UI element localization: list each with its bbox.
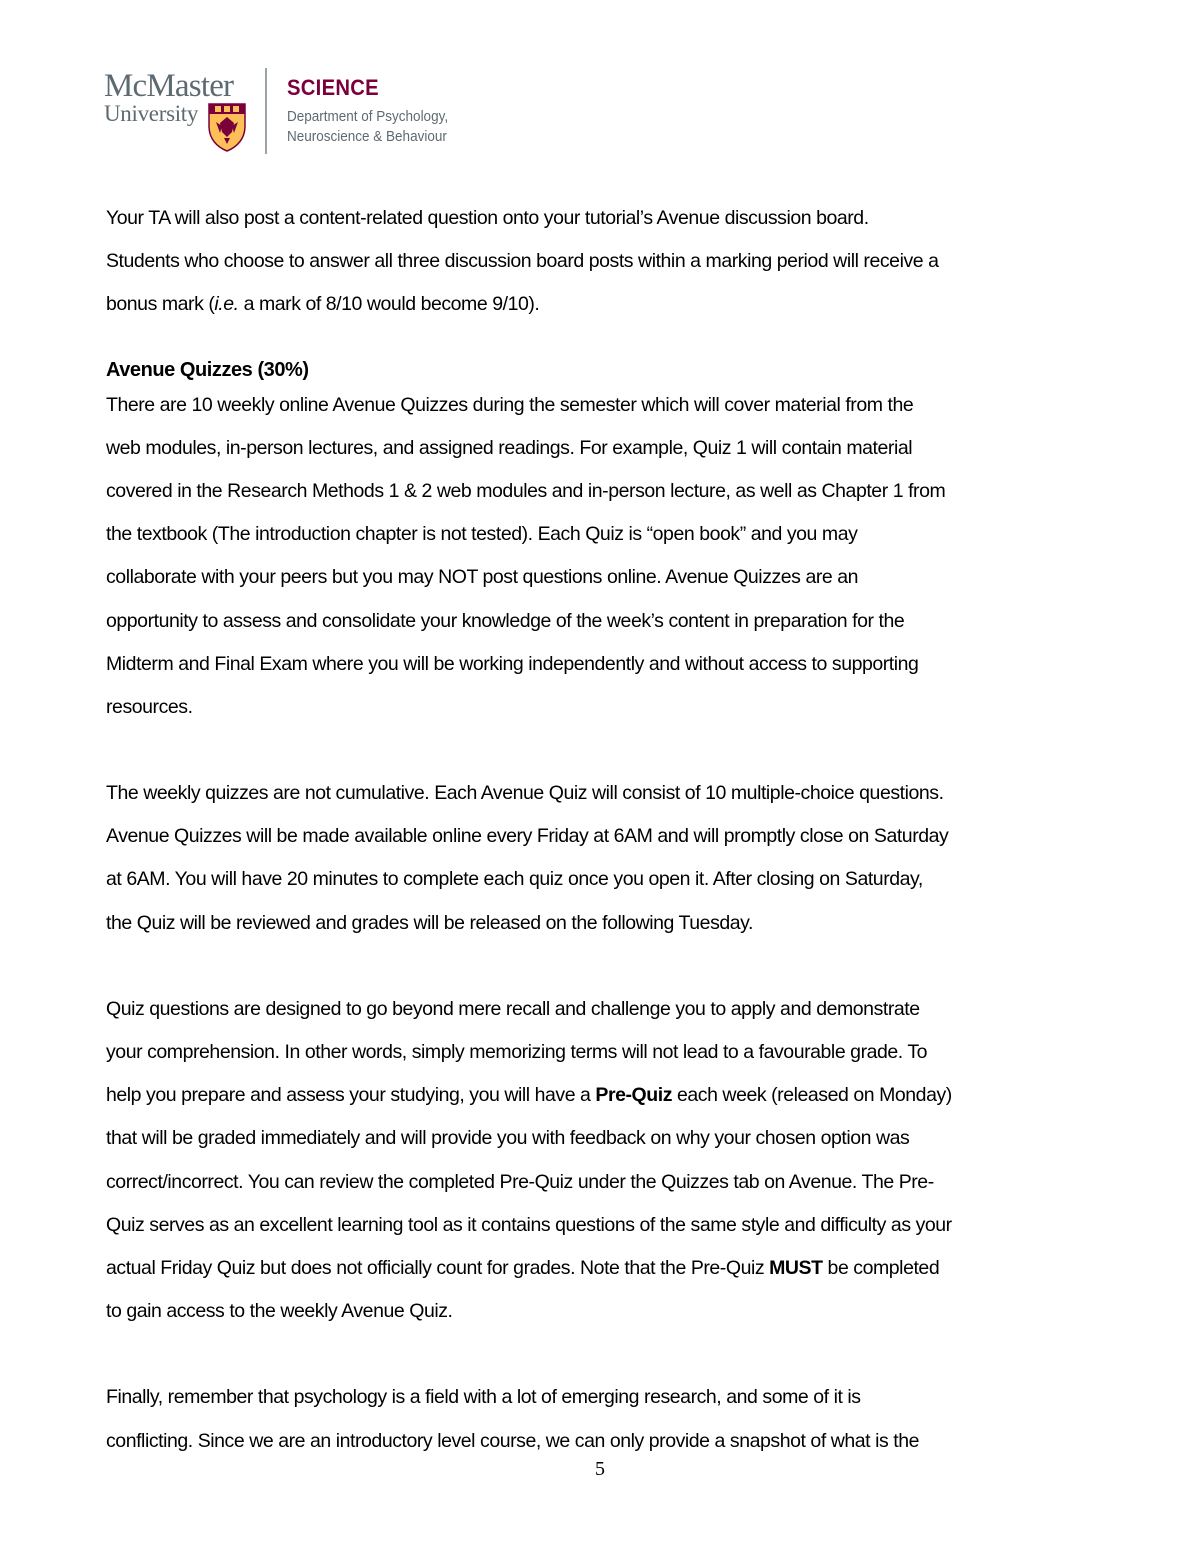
text-line: Students who choose to answer all three discussion board posts within a marking period will receive a xyxy=(106,250,939,273)
header-divider xyxy=(265,68,267,154)
text-line xyxy=(106,1074,1106,1117)
paragraph-discussion-board xyxy=(106,197,1106,327)
text-run: actual Friday Quiz but does not officially count for grades. Note that the Pre-Quiz xyxy=(106,1256,770,1279)
university-wordmark: McMaster xyxy=(104,68,234,104)
paragraph-closing xyxy=(106,1376,1106,1462)
text-line: the Quiz will be reviewed and grades will be released on the following Tuesday. xyxy=(106,911,753,934)
text-line: The weekly quizzes are not cumulative. Each Avenue Quiz will consist of 10 multiple-choice questions. xyxy=(106,782,944,805)
department-name-line1: Department of Psychology, xyxy=(287,108,449,125)
text-run: a mark of 8/10 would become 9/10). xyxy=(238,293,540,316)
italic-text: i.e. xyxy=(214,293,239,316)
text-line: Finally, remember that psychology is a field with a lot of emerging research, and some of it is xyxy=(106,1386,861,1409)
text-line: correct/incorrect. You can review the completed Pre-Quiz under the Quizzes tab on Avenue. The Pre- xyxy=(106,1170,934,1193)
paragraph-spacer xyxy=(106,1333,1106,1376)
bold-text: Pre-Quiz xyxy=(595,1084,673,1107)
university-wordmark-line2: University xyxy=(104,101,199,126)
text-run: each week (released on Monday) xyxy=(672,1084,952,1107)
text-line xyxy=(106,1247,1106,1290)
section-heading: Avenue Quizzes (30%) xyxy=(106,358,309,381)
text-line: at 6AM. You will have 20 minutes to complete each quiz once you open it. After closing on Saturday, xyxy=(106,868,923,891)
text-line: There are 10 weekly online Avenue Quizzes during the semester which will cover material from the xyxy=(106,393,914,416)
text-line: that will be graded immediately and will provide you with feedback on why your chosen option was xyxy=(106,1127,910,1150)
document-body xyxy=(106,197,1106,1463)
department-name xyxy=(287,107,448,147)
text-run: be completed xyxy=(822,1256,940,1279)
text-line: to gain access to the weekly Avenue Quiz. xyxy=(106,1300,453,1323)
text-run: bonus mark ( xyxy=(106,293,215,316)
text-line: covered in the Research Methods 1 & 2 web modules and in-person lecture, as well as Chapter 1 from xyxy=(106,479,946,502)
paragraph-quiz-overview xyxy=(106,384,1106,730)
text-line: Midterm and Final Exam where you will be working independently and without access to supporting xyxy=(106,652,919,675)
page-number: 5 xyxy=(595,1458,605,1480)
text-line: collaborate with your peers but you may NOT post questions online. Avenue Quizzes are an xyxy=(106,566,859,589)
text-line: your comprehension. In other words, simply memorizing terms will not lead to a favourable grade. To xyxy=(106,1041,928,1063)
faculty-name: SCIENCE xyxy=(287,75,379,100)
paragraph-quiz-schedule xyxy=(106,772,1106,945)
text-line: Your TA will also post a content-related question onto your tutorial’s Avenue discussion board. xyxy=(106,207,869,229)
mcmaster-crest-icon xyxy=(207,102,247,152)
paragraph-spacer xyxy=(106,729,1106,772)
department-name-line2: Neuroscience & Behaviour xyxy=(287,128,447,145)
text-line: Avenue Quizzes will be made available online every Friday at 6AM and will promptly close on Saturday xyxy=(106,825,949,848)
text-line: web modules, in-person lectures, and assigned readings. For example, Quiz 1 will contain material xyxy=(106,436,913,459)
text-line: Quiz serves as an excellent learning tool as it contains questions of the same style and difficulty as your xyxy=(106,1213,952,1236)
text-line: the textbook (The introduction chapter is not tested). Each Quiz is “open book” and you may xyxy=(106,523,858,546)
text-line: opportunity to assess and consolidate your knowledge of the week’s content in preparation for the xyxy=(106,609,905,632)
text-line: Quiz questions are designed to go beyond mere recall and challenge you to apply and demonstrate xyxy=(106,997,920,1020)
document-header xyxy=(104,66,524,156)
paragraph-spacer xyxy=(106,945,1106,988)
text-run: help you prepare and assess your studying, you will have a xyxy=(106,1084,596,1107)
paragraph-pre-quiz xyxy=(106,988,1106,1334)
text-line: conflicting. Since we are an introductory level course, we can only provide a snapshot of what is the xyxy=(106,1429,920,1452)
text-line: resources. xyxy=(106,695,193,718)
text-line xyxy=(106,283,1106,326)
bold-text: MUST xyxy=(769,1256,823,1279)
